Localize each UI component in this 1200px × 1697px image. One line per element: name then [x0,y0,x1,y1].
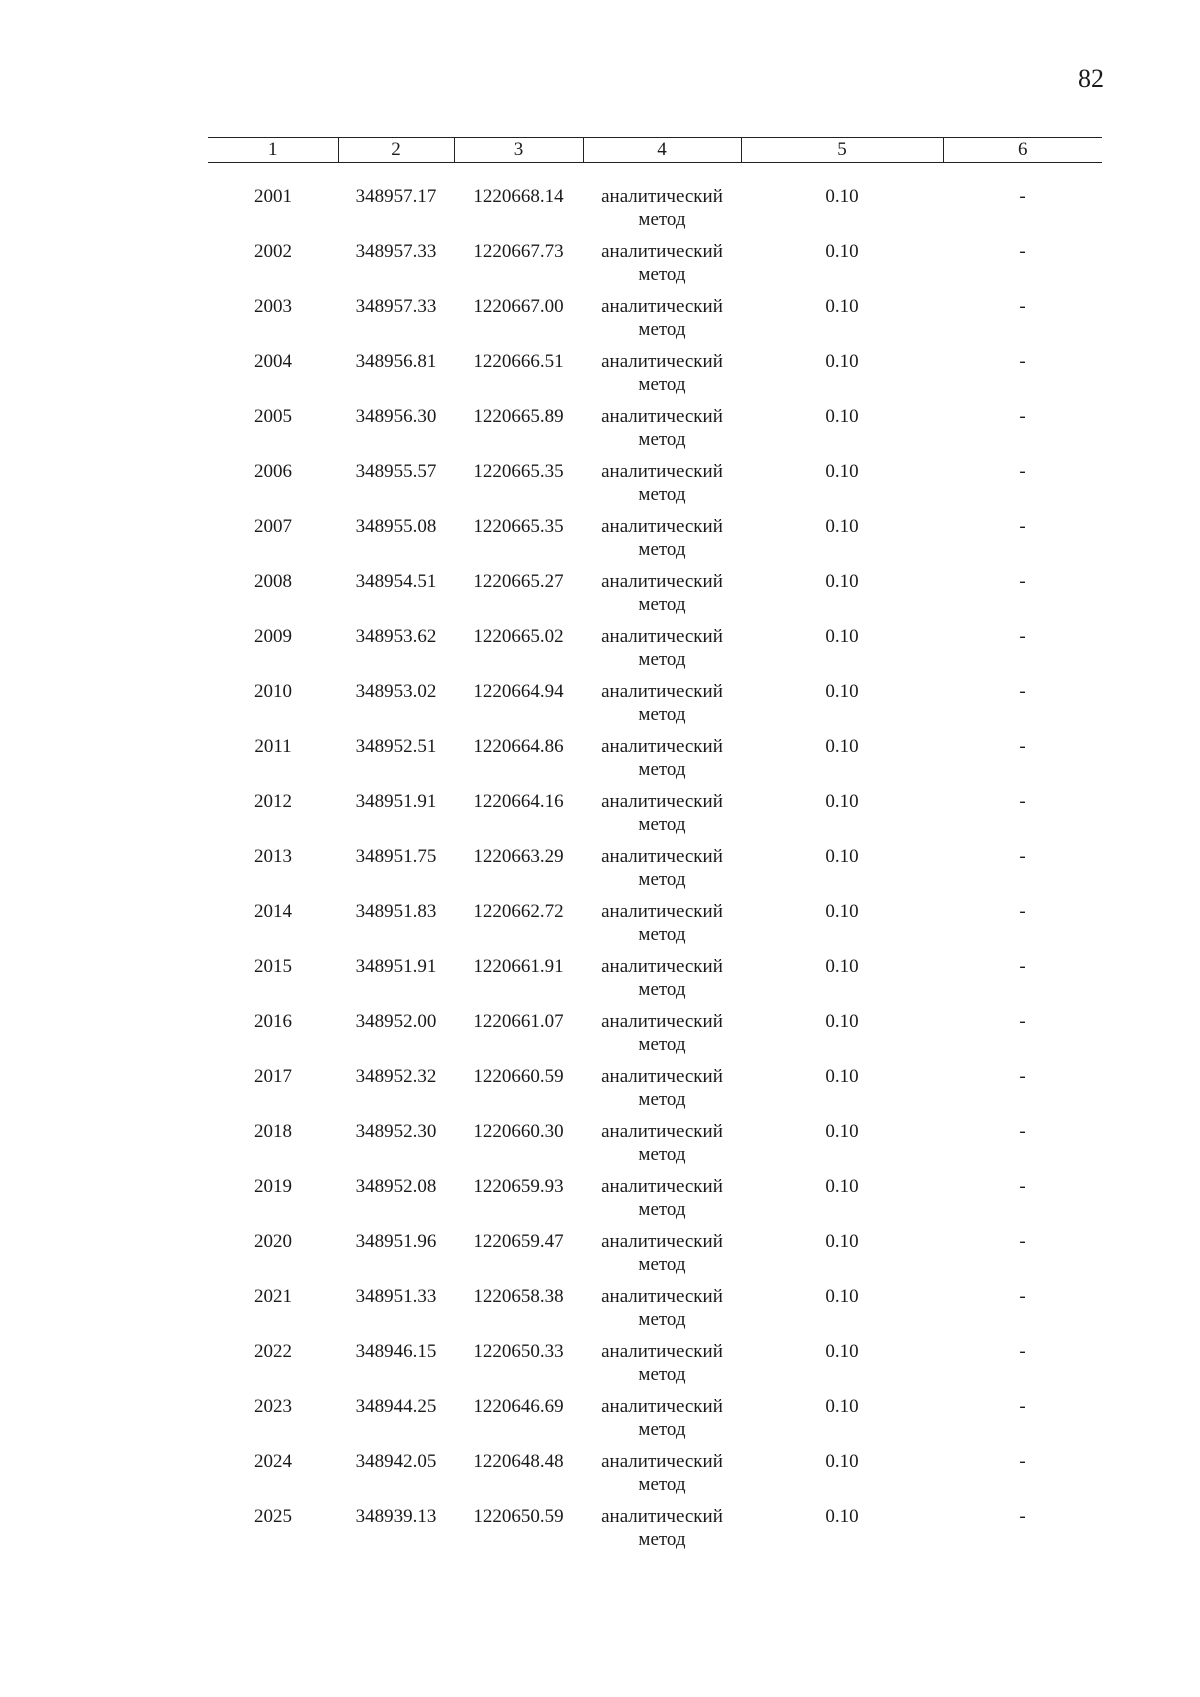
page-number: 82 [1078,64,1104,93]
table-spacer [208,163,1102,186]
note-cell: - [1019,846,1026,867]
x-coordinate-cell: 348953.62 [355,626,437,647]
method-line-2: метод [638,539,686,560]
y-coordinate-cell: 1220665.89 [473,406,564,427]
y-coordinate-cell: 1220664.16 [473,791,564,812]
point-id-cell: 2008 [254,571,292,592]
y-coordinate-cell: 1220646.69 [473,1396,564,1417]
y-coordinate-cell: 1220662.72 [473,901,564,922]
note-cell: - [1019,351,1026,372]
table-row [208,570,1102,625]
x-coordinate-cell: 348957.17 [355,186,437,207]
point-id-cell: 2012 [254,791,292,812]
note-cell: - [1019,1286,1026,1307]
note-cell: - [1019,736,1026,757]
y-coordinate-cell: 1220664.94 [473,681,564,702]
table-row [208,185,1102,240]
note-cell: - [1019,1396,1026,1417]
table-row [208,1450,1102,1505]
error-cell: 0.10 [825,1121,859,1142]
point-id-cell: 2011 [254,736,292,757]
table-row [208,350,1102,405]
error-cell: 0.10 [825,626,859,647]
header-cell-2: 2 [338,138,454,163]
error-cell: 0.10 [825,241,859,262]
table-row [208,1340,1102,1395]
error-cell: 0.10 [825,1066,859,1087]
method-cell [583,735,741,790]
error-cell: 0.10 [825,846,859,867]
y-coordinate-cell: 1220667.00 [473,296,564,317]
y-coordinate-cell: 1220665.02 [473,626,564,647]
y-coordinate-cell: 1220663.29 [473,846,564,867]
y-coordinate-cell: 1220658.38 [473,1286,564,1307]
method-line-1: аналитический [601,461,723,482]
table-row [208,1175,1102,1230]
x-coordinate-cell: 348942.05 [355,1451,437,1472]
header-cell-5: 5 [741,138,943,163]
method-cell [583,240,741,295]
error-cell: 0.10 [825,461,859,482]
method-line-2: метод [638,264,686,285]
x-coordinate-cell: 348951.91 [355,791,437,812]
method-line-2: метод [638,814,686,835]
method-cell [583,1285,741,1340]
method-line-2: метод [638,924,686,945]
note-cell: - [1019,1231,1026,1252]
note-cell: - [1019,956,1026,977]
point-id-cell: 2010 [254,681,292,702]
method-line-1: аналитический [601,626,723,647]
error-cell: 0.10 [825,1451,859,1472]
table-row [208,460,1102,515]
x-coordinate-cell: 348952.32 [355,1066,437,1087]
point-id-cell: 2015 [254,956,292,977]
method-line-1: аналитический [601,791,723,812]
table-row [208,1285,1102,1340]
y-coordinate-cell: 1220650.59 [473,1506,564,1527]
point-id-cell: 2003 [254,296,292,317]
method-cell [583,515,741,570]
table-row [208,1065,1102,1120]
table-row [208,735,1102,790]
method-cell [583,625,741,680]
x-coordinate-cell: 348951.83 [355,901,437,922]
point-id-cell: 2001 [254,186,292,207]
method-line-2: метод [638,1199,686,1220]
table-row [208,405,1102,460]
method-cell [583,1120,741,1175]
table-row [208,790,1102,845]
y-coordinate-cell: 1220660.30 [473,1121,564,1142]
point-id-cell: 2021 [254,1286,292,1307]
point-id-cell: 2004 [254,351,292,372]
point-id-cell: 2024 [254,1451,292,1472]
table-row [208,240,1102,295]
method-cell [583,1010,741,1065]
method-line-2: метод [638,209,686,230]
method-line-1: аналитический [601,681,723,702]
method-cell [583,1395,741,1450]
error-cell: 0.10 [825,406,859,427]
header-cell-6: 6 [943,138,1102,163]
x-coordinate-cell: 348951.91 [355,956,437,977]
error-cell: 0.10 [825,186,859,207]
table-row [208,1230,1102,1285]
method-line-2: метод [638,484,686,505]
method-line-2: метод [638,594,686,615]
x-coordinate-cell: 348951.75 [355,846,437,867]
method-line-1: аналитический [601,846,723,867]
y-coordinate-cell: 1220661.91 [473,956,564,977]
method-line-1: аналитический [601,1286,723,1307]
note-cell: - [1019,461,1026,482]
method-line-2: метод [638,429,686,450]
x-coordinate-cell: 348957.33 [355,296,437,317]
x-coordinate-cell: 348944.25 [355,1396,437,1417]
method-cell [583,570,741,625]
note-cell: - [1019,1506,1026,1527]
point-id-cell: 2023 [254,1396,292,1417]
x-coordinate-cell: 348953.02 [355,681,437,702]
y-coordinate-cell: 1220659.47 [473,1231,564,1252]
method-cell [583,405,741,460]
point-id-cell: 2014 [254,901,292,922]
table-body [208,163,1102,1561]
method-cell [583,845,741,900]
x-coordinate-cell: 348955.08 [355,516,437,537]
method-line-2: метод [638,374,686,395]
method-line-2: метод [638,979,686,1000]
method-line-2: метод [638,704,686,725]
method-line-1: аналитический [601,1011,723,1032]
header-cell-4: 4 [583,138,741,163]
method-line-1: аналитический [601,736,723,757]
method-line-1: аналитический [601,1506,723,1527]
method-cell [583,1450,741,1505]
method-line-1: аналитический [601,1176,723,1197]
method-line-2: метод [638,1034,686,1055]
method-line-1: аналитический [601,241,723,262]
method-line-2: метод [638,1309,686,1330]
point-id-cell: 2013 [254,846,292,867]
method-cell [583,680,741,735]
point-id-cell: 2009 [254,626,292,647]
table-row [208,955,1102,1010]
note-cell: - [1019,901,1026,922]
point-id-cell: 2016 [254,1011,292,1032]
y-coordinate-cell: 1220666.51 [473,351,564,372]
point-id-cell: 2002 [254,241,292,262]
x-coordinate-cell: 348951.33 [355,1286,437,1307]
header-cell-1: 1 [208,138,338,163]
method-line-1: аналитический [601,956,723,977]
note-cell: - [1019,626,1026,647]
x-coordinate-cell: 348956.30 [355,406,437,427]
method-line-1: аналитический [601,351,723,372]
header-cell-3: 3 [454,138,583,163]
x-coordinate-cell: 348952.30 [355,1121,437,1142]
error-cell: 0.10 [825,1396,859,1417]
note-cell: - [1019,681,1026,702]
y-coordinate-cell: 1220660.59 [473,1066,564,1087]
method-line-2: метод [638,1364,686,1385]
x-coordinate-cell: 348952.08 [355,1176,437,1197]
note-cell: - [1019,791,1026,812]
method-line-1: аналитический [601,1396,723,1417]
error-cell: 0.10 [825,736,859,757]
method-cell [583,1505,741,1560]
method-line-1: аналитический [601,1121,723,1142]
error-cell: 0.10 [825,956,859,977]
note-cell: - [1019,241,1026,262]
y-coordinate-cell: 1220665.35 [473,461,564,482]
table-row [208,1505,1102,1560]
method-cell [583,1230,741,1285]
x-coordinate-cell: 348954.51 [355,571,437,592]
method-cell [583,1175,741,1230]
x-coordinate-cell: 348946.15 [355,1341,437,1362]
note-cell: - [1019,571,1026,592]
error-cell: 0.10 [825,571,859,592]
point-id-cell: 2007 [254,516,292,537]
point-id-cell: 2020 [254,1231,292,1252]
y-coordinate-cell: 1220648.48 [473,1451,564,1472]
header-row [208,138,1102,163]
table-row [208,845,1102,900]
coordinates-table [208,137,1102,1560]
x-coordinate-cell: 348955.57 [355,461,437,482]
table-row [208,295,1102,350]
error-cell: 0.10 [825,1231,859,1252]
method-cell [583,350,741,405]
y-coordinate-cell: 1220659.93 [473,1176,564,1197]
point-id-cell: 2006 [254,461,292,482]
point-id-cell: 2022 [254,1341,292,1362]
x-coordinate-cell: 348952.00 [355,1011,437,1032]
method-line-2: метод [638,1474,686,1495]
table-row [208,1120,1102,1175]
y-coordinate-cell: 1220661.07 [473,1011,564,1032]
method-line-1: аналитический [601,1231,723,1252]
table-row [208,625,1102,680]
y-coordinate-cell: 1220668.14 [473,186,564,207]
method-line-1: аналитический [601,1451,723,1472]
table-row [208,1395,1102,1450]
method-cell [583,955,741,1010]
table-row [208,680,1102,735]
error-cell: 0.10 [825,296,859,317]
table-row [208,1010,1102,1065]
x-coordinate-cell: 348952.51 [355,736,437,757]
error-cell: 0.10 [825,681,859,702]
point-id-cell: 2017 [254,1066,292,1087]
method-line-1: аналитический [601,186,723,207]
method-line-2: метод [638,1254,686,1275]
method-line-1: аналитический [601,296,723,317]
note-cell: - [1019,296,1026,317]
method-line-2: метод [638,1529,686,1550]
method-line-2: метод [638,1144,686,1165]
note-cell: - [1019,516,1026,537]
y-coordinate-cell: 1220667.73 [473,241,564,262]
error-cell: 0.10 [825,351,859,372]
error-cell: 0.10 [825,901,859,922]
method-line-1: аналитический [601,901,723,922]
y-coordinate-cell: 1220650.33 [473,1341,564,1362]
y-coordinate-cell: 1220665.35 [473,516,564,537]
method-line-1: аналитический [601,1066,723,1087]
error-cell: 0.10 [825,1176,859,1197]
method-line-2: метод [638,649,686,670]
x-coordinate-cell: 348951.96 [355,1231,437,1252]
point-id-cell: 2019 [254,1176,292,1197]
note-cell: - [1019,186,1026,207]
point-id-cell: 2005 [254,406,292,427]
point-id-cell: 2025 [254,1506,292,1527]
note-cell: - [1019,1121,1026,1142]
note-cell: - [1019,1066,1026,1087]
method-cell [583,460,741,515]
table-header [208,138,1102,163]
x-coordinate-cell: 348957.33 [355,241,437,262]
method-line-1: аналитический [601,406,723,427]
method-line-2: метод [638,1419,686,1440]
error-cell: 0.10 [825,1341,859,1362]
note-cell: - [1019,1451,1026,1472]
method-line-1: аналитический [601,571,723,592]
method-line-1: аналитический [601,516,723,537]
method-cell [583,185,741,240]
y-coordinate-cell: 1220665.27 [473,571,564,592]
coordinates-table-wrapper [208,137,1102,1560]
method-line-1: аналитический [601,1341,723,1362]
method-cell [583,295,741,350]
table-row [208,515,1102,570]
method-cell [583,1340,741,1395]
x-coordinate-cell: 348956.81 [355,351,437,372]
y-coordinate-cell: 1220664.86 [473,736,564,757]
error-cell: 0.10 [825,1011,859,1032]
error-cell: 0.10 [825,516,859,537]
method-line-2: метод [638,869,686,890]
note-cell: - [1019,1176,1026,1197]
error-cell: 0.10 [825,1506,859,1527]
method-cell [583,790,741,845]
table-row [208,900,1102,955]
method-cell [583,900,741,955]
point-id-cell: 2018 [254,1121,292,1142]
error-cell: 0.10 [825,1286,859,1307]
note-cell: - [1019,1341,1026,1362]
note-cell: - [1019,1011,1026,1032]
method-line-2: метод [638,1089,686,1110]
x-coordinate-cell: 348939.13 [355,1506,437,1527]
note-cell: - [1019,406,1026,427]
method-cell [583,1065,741,1120]
method-line-2: метод [638,319,686,340]
error-cell: 0.10 [825,791,859,812]
method-line-2: метод [638,759,686,780]
